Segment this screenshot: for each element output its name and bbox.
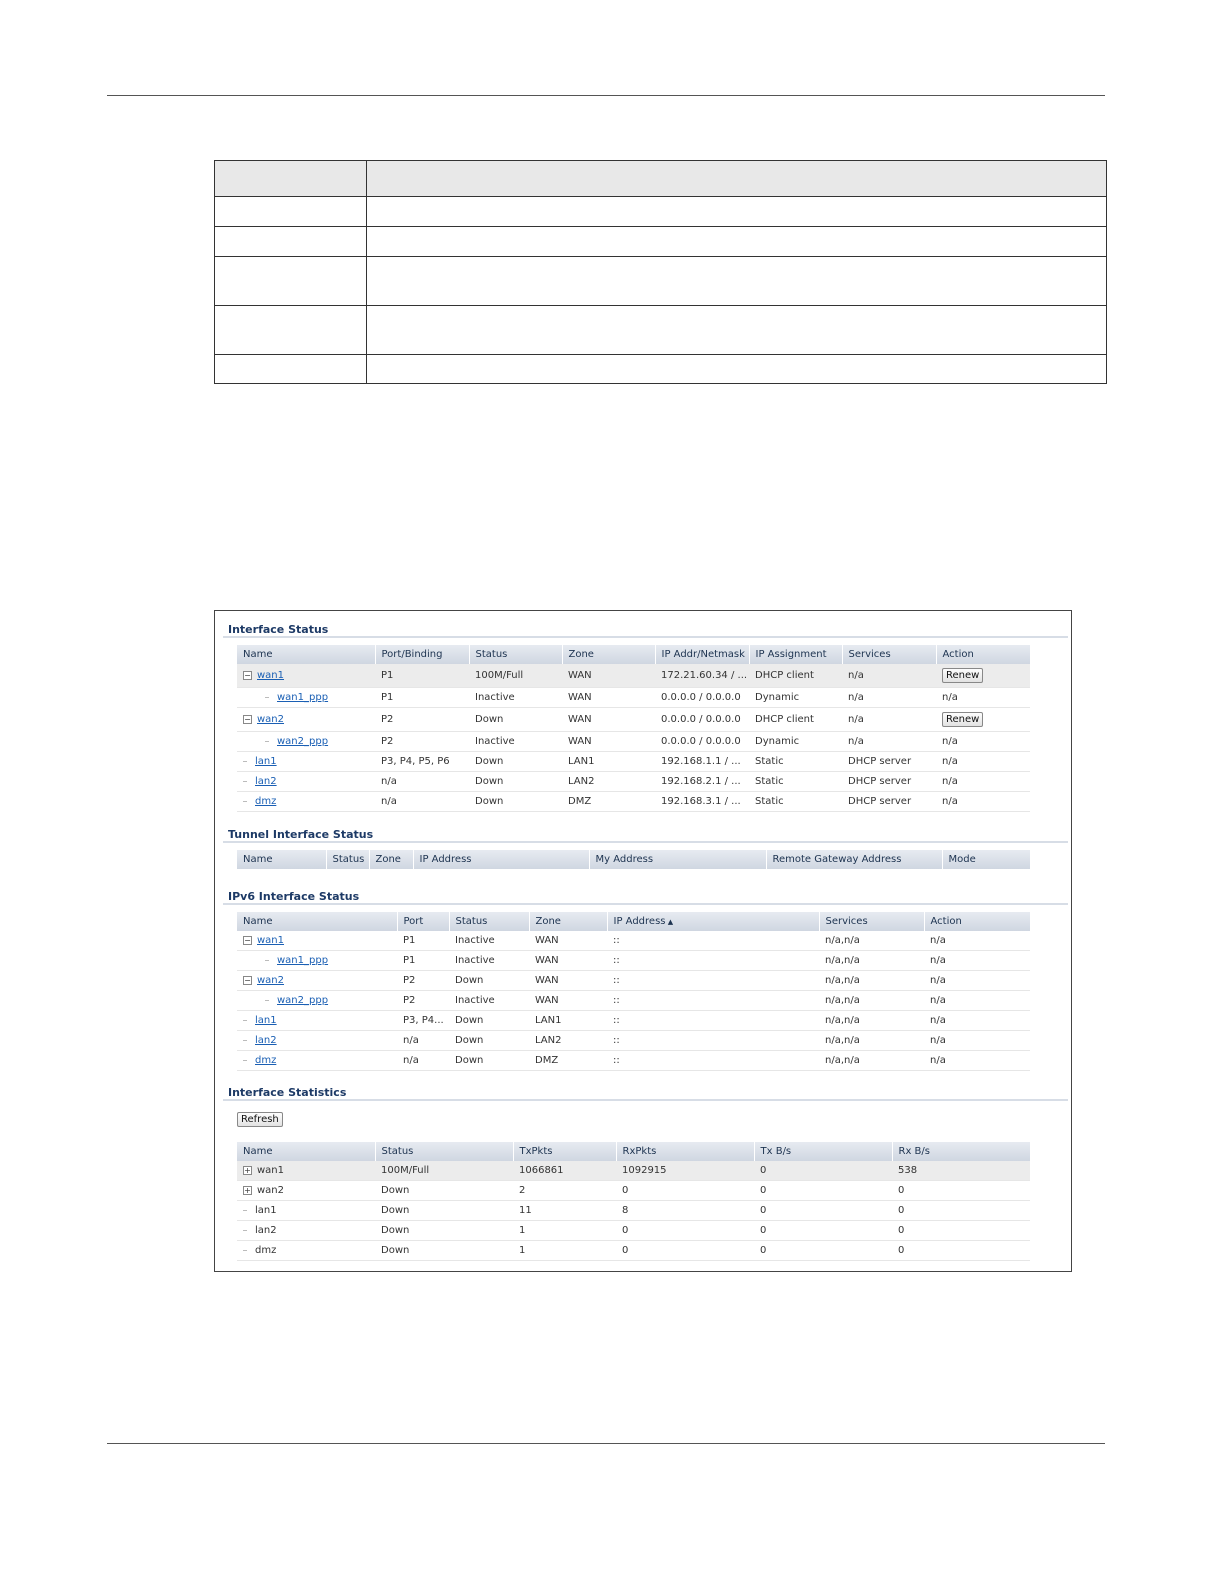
- services-cell: DHCP server: [842, 792, 936, 812]
- tx-cell: 11: [513, 1201, 616, 1221]
- status-cell: Inactive: [449, 951, 529, 971]
- zone-cell: WAN: [529, 971, 607, 991]
- column-header: IP Address ▲: [607, 912, 819, 931]
- interface-link[interactable]: lan1: [255, 756, 277, 767]
- status-cell: Down: [449, 1031, 529, 1051]
- expand-icon[interactable]: +: [244, 1165, 251, 1175]
- status-cell: Inactive: [449, 931, 529, 951]
- tree-branch-icon: [243, 1020, 247, 1021]
- assign-cell: Static: [749, 772, 842, 792]
- ip-cell: ::: [607, 951, 819, 971]
- tree-branch-icon: [243, 1060, 247, 1061]
- collapse-icon[interactable]: −: [244, 714, 251, 724]
- name-cell: [237, 971, 397, 991]
- interface-link[interactable]: wan1_ppp: [277, 955, 329, 966]
- services-cell: n/a,n/a: [819, 1031, 924, 1051]
- column-header: Name: [237, 912, 397, 931]
- port-cell: P2: [397, 991, 449, 1011]
- tree-branch-icon: [265, 697, 269, 698]
- zone-cell: LAN2: [529, 1031, 607, 1051]
- refresh-button[interactable]: Refresh: [237, 1112, 283, 1127]
- txb-cell: 0: [754, 1161, 892, 1181]
- interface-name: lan1: [255, 1205, 277, 1216]
- name-cell: [237, 688, 375, 708]
- tree-branch-icon: [243, 1040, 247, 1041]
- column-header: Services: [842, 645, 936, 664]
- interface-statistics-table: [237, 1142, 1031, 1261]
- ip-cell: ::: [607, 991, 819, 1011]
- rx-cell: 0: [616, 1241, 754, 1261]
- interface-link[interactable]: dmz: [255, 796, 277, 807]
- table-row: [237, 991, 1030, 1011]
- ip-cell: ::: [607, 1011, 819, 1031]
- zone-cell: WAN: [529, 931, 607, 951]
- tree-branch-icon: [265, 960, 269, 961]
- section-divider: [223, 1099, 1068, 1101]
- ip-cell: ::: [607, 1031, 819, 1051]
- services-cell: n/a: [842, 732, 936, 752]
- name-cell: [237, 1011, 397, 1031]
- port-cell: P1: [375, 688, 469, 708]
- table-row: [237, 1031, 1030, 1051]
- tree-branch-icon: [243, 761, 247, 762]
- services-cell: n/a: [842, 708, 936, 732]
- collapse-icon[interactable]: −: [244, 975, 251, 985]
- services-cell: DHCP server: [842, 752, 936, 772]
- table-row: [237, 1181, 1030, 1201]
- table-row: [237, 931, 1030, 951]
- status-cell: Down: [449, 1011, 529, 1031]
- ip-cell: 172.21.60.34 / ...: [655, 664, 749, 688]
- tree-branch-icon: [243, 781, 247, 782]
- header-rule: [107, 95, 1105, 96]
- action-cell: n/a: [924, 951, 1030, 971]
- name-cell: [237, 1181, 375, 1201]
- name-cell: [237, 931, 397, 951]
- interface-link[interactable]: wan2: [257, 975, 285, 986]
- renew-button[interactable]: Renew: [942, 712, 983, 727]
- column-header: Rx B/s: [892, 1142, 1030, 1161]
- interface-link[interactable]: dmz: [255, 1055, 277, 1066]
- interface-statistics-title: Interface Statistics: [228, 1086, 347, 1099]
- table-row: [237, 664, 1030, 688]
- name-cell: [237, 1201, 375, 1221]
- name-cell: [237, 1031, 397, 1051]
- action-cell: n/a: [924, 1051, 1030, 1071]
- column-header: IP Assignment: [749, 645, 842, 664]
- interface-status-title: Interface Status: [228, 623, 329, 636]
- tree-branch-icon: [243, 1210, 247, 1211]
- interface-link[interactable]: lan2: [255, 776, 277, 787]
- zone-cell: DMZ: [562, 792, 655, 812]
- column-header: Name: [237, 1142, 375, 1161]
- column-header: Status: [469, 645, 562, 664]
- sort-ascending-icon: ▲: [665, 918, 674, 926]
- column-header: Status: [449, 912, 529, 931]
- ipv6-status-title: IPv6 Interface Status: [228, 890, 360, 903]
- assign-cell: Dynamic: [749, 688, 842, 708]
- action-cell: n/a: [924, 991, 1030, 1011]
- interface-name: lan2: [255, 1225, 277, 1236]
- status-cell: Down: [449, 971, 529, 991]
- tunnel-status-table: [237, 850, 1031, 869]
- zone-cell: LAN2: [562, 772, 655, 792]
- interface-link[interactable]: wan2_ppp: [277, 736, 329, 747]
- rx-cell: 8: [616, 1201, 754, 1221]
- table-row: [237, 688, 1030, 708]
- table-row: [237, 752, 1030, 772]
- screenshot-frame: [214, 610, 1072, 1272]
- tx-cell: 1: [513, 1241, 616, 1261]
- ip-cell: ::: [607, 931, 819, 951]
- table-row: [237, 971, 1030, 991]
- rxb-cell: 538: [892, 1161, 1030, 1181]
- assign-cell: Static: [749, 752, 842, 772]
- column-header: Status: [326, 850, 369, 869]
- name-cell: [237, 1241, 375, 1261]
- action-cell: n/a: [936, 688, 1030, 708]
- action-cell: n/a: [936, 732, 1030, 752]
- column-header: TxPkts: [513, 1142, 616, 1161]
- interface-name: dmz: [255, 1245, 277, 1256]
- name-cell: [237, 772, 375, 792]
- interface-name: wan2: [257, 1185, 285, 1196]
- ip-cell: ::: [607, 971, 819, 991]
- tx-cell: 2: [513, 1181, 616, 1201]
- name-cell: [237, 1161, 375, 1181]
- column-header: Status: [375, 1142, 513, 1161]
- services-cell: n/a: [842, 688, 936, 708]
- zone-cell: LAN1: [562, 752, 655, 772]
- tree-branch-icon: [243, 1230, 247, 1231]
- name-cell: [237, 991, 397, 1011]
- action-cell: n/a: [924, 1011, 1030, 1031]
- column-header: Name: [237, 850, 326, 869]
- services-cell: n/a,n/a: [819, 971, 924, 991]
- column-header: Port/Binding: [375, 645, 469, 664]
- column-header: Port: [397, 912, 449, 931]
- status-cell: 100M/Full: [469, 664, 562, 688]
- table-row: [237, 1201, 1030, 1221]
- expand-icon[interactable]: +: [244, 1185, 251, 1195]
- table-row: [237, 951, 1030, 971]
- action-cell: [936, 708, 1030, 732]
- zone-cell: WAN: [562, 688, 655, 708]
- column-header: Tx B/s: [754, 1142, 892, 1161]
- status-cell: Down: [375, 1221, 513, 1241]
- action-cell: n/a: [936, 792, 1030, 812]
- ip-cell: 0.0.0.0 / 0.0.0.0: [655, 688, 749, 708]
- status-cell: Down: [469, 792, 562, 812]
- table-row: [237, 1241, 1030, 1261]
- services-cell: n/a,n/a: [819, 991, 924, 1011]
- status-cell: Down: [375, 1201, 513, 1221]
- name-cell: [237, 1051, 397, 1071]
- tx-cell: 1: [513, 1221, 616, 1241]
- rxb-cell: 0: [892, 1181, 1030, 1201]
- services-cell: DHCP server: [842, 772, 936, 792]
- services-cell: n/a,n/a: [819, 931, 924, 951]
- zone-cell: WAN: [562, 664, 655, 688]
- zone-cell: WAN: [562, 708, 655, 732]
- zone-cell: WAN: [529, 951, 607, 971]
- port-cell: P1: [397, 931, 449, 951]
- ip-cell: 192.168.1.1 / ...: [655, 752, 749, 772]
- zone-cell: LAN1: [529, 1011, 607, 1031]
- section-divider: [223, 841, 1068, 843]
- column-header: My Address: [589, 850, 766, 869]
- column-header: Name: [237, 645, 375, 664]
- rxb-cell: 0: [892, 1221, 1030, 1241]
- tree-branch-icon: [265, 741, 269, 742]
- table-row: [237, 1221, 1030, 1241]
- table-row: [237, 732, 1030, 752]
- action-cell: n/a: [936, 752, 1030, 772]
- rxb-cell: 0: [892, 1201, 1030, 1221]
- name-cell: [237, 752, 375, 772]
- interface-link[interactable]: wan2: [257, 714, 285, 725]
- name-cell: [237, 732, 375, 752]
- assign-cell: Dynamic: [749, 732, 842, 752]
- status-cell: Inactive: [469, 688, 562, 708]
- zone-cell: DMZ: [529, 1051, 607, 1071]
- column-header: Zone: [369, 850, 413, 869]
- rx-cell: 0: [616, 1221, 754, 1241]
- port-cell: P1: [375, 664, 469, 688]
- interface-name: wan1: [257, 1165, 285, 1176]
- collapse-icon[interactable]: −: [244, 670, 251, 680]
- tunnel-status-title: Tunnel Interface Status: [228, 828, 374, 841]
- port-cell: P2: [375, 732, 469, 752]
- column-header: Action: [936, 645, 1030, 664]
- name-cell: [237, 708, 375, 732]
- ipv6-status-table: [237, 912, 1031, 1071]
- port-cell: n/a: [397, 1031, 449, 1051]
- port-cell: P2: [375, 708, 469, 732]
- renew-button[interactable]: Renew: [942, 668, 983, 683]
- tree-branch-icon: [243, 1250, 247, 1251]
- action-cell: [936, 664, 1030, 688]
- column-header: IP Address: [413, 850, 589, 869]
- rx-cell: 1092915: [616, 1161, 754, 1181]
- interface-status-table: [237, 645, 1031, 812]
- action-cell: n/a: [924, 931, 1030, 951]
- column-header: RxPkts: [616, 1142, 754, 1161]
- table-row: [237, 1161, 1030, 1181]
- action-cell: n/a: [924, 971, 1030, 991]
- column-header: Zone: [562, 645, 655, 664]
- port-cell: P2: [397, 971, 449, 991]
- interface-link[interactable]: lan2: [255, 1035, 277, 1046]
- tree-branch-icon: [265, 1000, 269, 1001]
- action-cell: n/a: [936, 772, 1030, 792]
- txb-cell: 0: [754, 1181, 892, 1201]
- name-cell: [237, 951, 397, 971]
- column-header: Mode: [942, 850, 1030, 869]
- interface-link[interactable]: lan1: [255, 1015, 277, 1026]
- status-cell: Down: [375, 1241, 513, 1261]
- status-cell: Down: [449, 1051, 529, 1071]
- services-cell: n/a: [842, 664, 936, 688]
- port-cell: P3, P4...: [397, 1011, 449, 1031]
- port-cell: n/a: [375, 792, 469, 812]
- status-cell: Inactive: [469, 732, 562, 752]
- status-cell: Down: [469, 772, 562, 792]
- ip-cell: 0.0.0.0 / 0.0.0.0: [655, 708, 749, 732]
- zone-cell: WAN: [562, 732, 655, 752]
- assign-cell: DHCP client: [749, 708, 842, 732]
- txb-cell: 0: [754, 1201, 892, 1221]
- services-cell: n/a,n/a: [819, 1051, 924, 1071]
- footer-rule: [107, 1443, 1105, 1444]
- assign-cell: DHCP client: [749, 664, 842, 688]
- table-row: [237, 1011, 1030, 1031]
- txb-cell: 0: [754, 1241, 892, 1261]
- table-row: [237, 1051, 1030, 1071]
- ip-cell: 192.168.2.1 / ...: [655, 772, 749, 792]
- column-header: Services: [819, 912, 924, 931]
- section-divider: [223, 903, 1068, 905]
- ip-cell: ::: [607, 1051, 819, 1071]
- zone-cell: WAN: [529, 991, 607, 1011]
- ip-cell: 0.0.0.0 / 0.0.0.0: [655, 732, 749, 752]
- action-cell: n/a: [924, 1031, 1030, 1051]
- status-cell: Inactive: [449, 991, 529, 1011]
- tree-branch-icon: [243, 801, 247, 802]
- column-header: Remote Gateway Address: [766, 850, 942, 869]
- status-cell: 100M/Full: [375, 1161, 513, 1181]
- services-cell: n/a,n/a: [819, 1011, 924, 1031]
- table-row: [237, 792, 1030, 812]
- rxb-cell: 0: [892, 1241, 1030, 1261]
- interface-link[interactable]: wan1: [257, 935, 285, 946]
- tx-cell: 1066861: [513, 1161, 616, 1181]
- name-cell: [237, 664, 375, 688]
- column-header: Action: [924, 912, 1030, 931]
- status-cell: Down: [469, 708, 562, 732]
- table-row: [237, 772, 1030, 792]
- table-row: [237, 708, 1030, 732]
- services-cell: n/a,n/a: [819, 951, 924, 971]
- column-header: Zone: [529, 912, 607, 931]
- reference-table: [214, 160, 1107, 384]
- column-header: IP Addr/Netmask: [655, 645, 749, 664]
- status-cell: Down: [469, 752, 562, 772]
- interface-link[interactable]: wan1_ppp: [277, 692, 329, 703]
- txb-cell: 0: [754, 1221, 892, 1241]
- rx-cell: 0: [616, 1181, 754, 1201]
- section-divider: [223, 636, 1068, 638]
- port-cell: P3, P4, P5, P6: [375, 752, 469, 772]
- interface-link[interactable]: wan1: [257, 670, 285, 681]
- collapse-icon[interactable]: −: [244, 935, 251, 945]
- port-cell: P1: [397, 951, 449, 971]
- assign-cell: Static: [749, 792, 842, 812]
- status-cell: Down: [375, 1181, 513, 1201]
- port-cell: n/a: [397, 1051, 449, 1071]
- ip-cell: 192.168.3.1 / ...: [655, 792, 749, 812]
- interface-link[interactable]: wan2_ppp: [277, 995, 329, 1006]
- name-cell: [237, 792, 375, 812]
- name-cell: [237, 1221, 375, 1241]
- port-cell: n/a: [375, 772, 469, 792]
